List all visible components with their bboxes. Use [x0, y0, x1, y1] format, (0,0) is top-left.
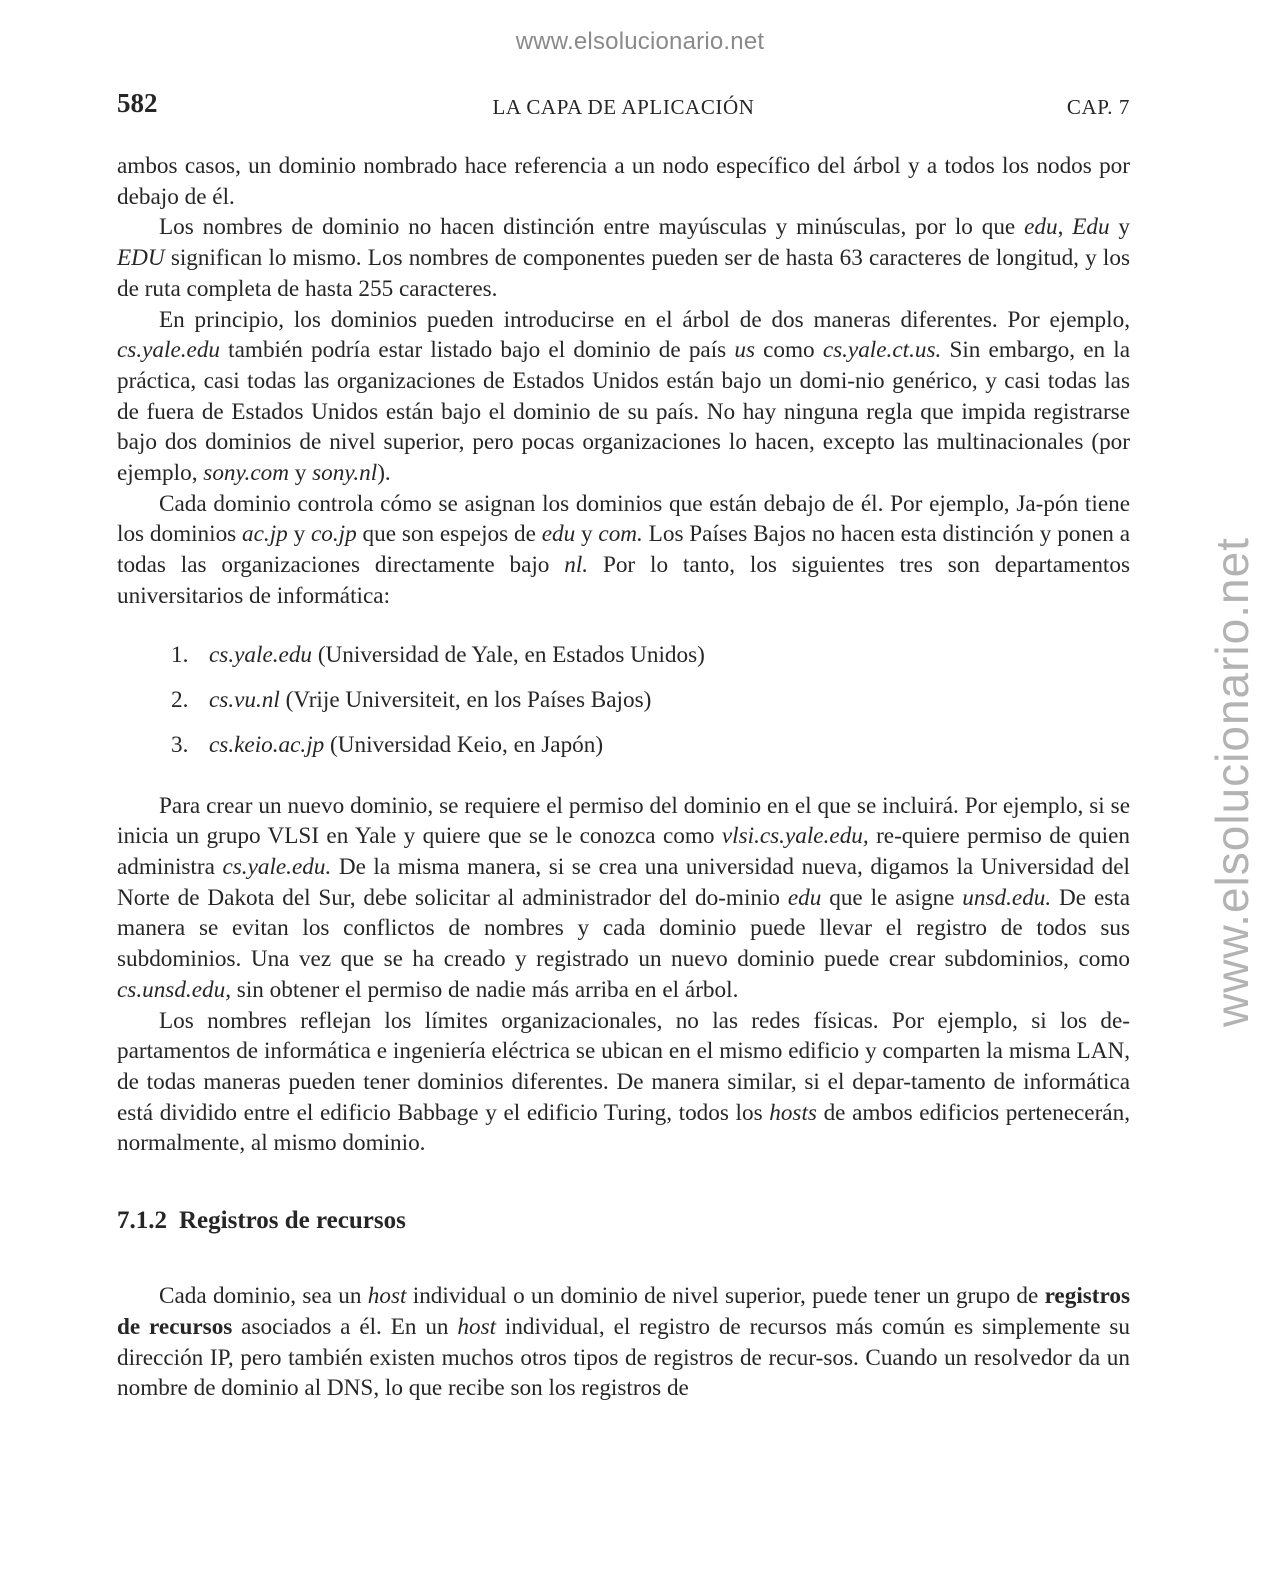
text: De esta manera se evitan los conflictos de nombres y cada dominio puede llevar el registro de todos sus subdominios. Una vez que se ha creado y registrado un nuevo dominio puede crear subdominios, como — [117, 884, 1131, 973]
paragraph-7 — [117, 1281, 1130, 1404]
text: individual, el registro de recursos más común es simplemente su dirección IP, pero también existen muchos otros tipos de registros de recur-sos. Cuando un resolvedor da un nombre de dominio al DNS, lo que recibe son los registros de — [117, 1313, 1130, 1402]
section-title: Registros de recursos — [179, 1207, 406, 1235]
text: De la misma manera, si se crea una universidad nueva, digamos la Universidad del Norte de Dakota del Sur, debe solicitar al administrador del do-minio — [117, 854, 1130, 911]
italic-term: edu — [787, 884, 822, 911]
text: re-quiere permiso de quien administra — [117, 823, 1130, 881]
list-number: 3. — [171, 731, 189, 758]
text: y — [287, 521, 311, 548]
italic-term: com. — [598, 521, 643, 548]
italic-term: cs.yale.edu — [117, 337, 221, 364]
text: Por lo tanto, los siguientes tres son departamentos universitarios de informática: — [117, 552, 1130, 609]
text: , — [1057, 214, 1073, 241]
list-domain: cs.vu.nl — [209, 686, 280, 713]
watermark-top: www.elsolucionario.net — [515, 28, 765, 55]
section-number: 7.1.2 — [117, 1207, 167, 1235]
text: Cada dominio, sea un — [159, 1283, 368, 1310]
italic-term: co.jp — [311, 521, 357, 548]
text: En principio, los dominios pueden introducirse en el árbol de dos maneras diferentes. Por ejemplo, — [159, 306, 1130, 333]
text: ambos casos, un dominio nombrado hace referencia a un nodo específico del árbol y a todos los nodos por debajo de él. — [117, 153, 1130, 210]
text: Los Países Bajos no hacen esta distinción y ponen a todas las organizaciones directamente bajo — [117, 521, 1130, 579]
page-number: 582 — [117, 88, 158, 118]
text: Los nombres de dominio no hacen distinción entre mayúsculas y minúsculas, por lo que — [159, 214, 1025, 241]
italic-term: sony.nl — [312, 460, 378, 487]
text: asociados a él. En un — [232, 1313, 458, 1340]
italic-term: sony.com — [203, 460, 289, 487]
text: Para crear un nuevo dominio, se requiere el permiso del dominio en el que se incluirá. Por ejemplo, si se inicia un grupo VLSI en Yale y quiere que se le conozca como — [117, 792, 1130, 850]
text: también podría estar listado bajo el dominio de país — [220, 337, 735, 364]
italic-term: EDU — [117, 245, 165, 272]
text: y — [288, 460, 313, 487]
italic-term: edu — [541, 521, 576, 548]
chapter-label: CAP. 7 — [1066, 95, 1130, 119]
text: individual o un dominio de nivel superior, puede tener un grupo de — [406, 1283, 1045, 1310]
paragraph-4 — [117, 489, 1130, 612]
italic-term: cs.yale.ct.us. — [822, 337, 942, 364]
italic-term: vlsi.cs.yale.edu, — [721, 823, 869, 850]
text: Sin embargo, en la práctica, casi todas las organizaciones de Estados Unidos están bajo un domi-nio genérico, y casi todas las de fuera de Estados Unidos están bajo el dominio de su país. No hay ninguna regla que impida registrarse bajo dos dominios de nivel superior, pero pocas organizaciones lo hacen, excepto las multinacionales (por ejemplo, — [117, 337, 1130, 487]
domain-example-list — [171, 640, 1130, 761]
italic-term: cs.unsd.edu, — [117, 976, 231, 1003]
text: ). — [377, 460, 391, 487]
list-domain: cs.yale.edu — [209, 641, 313, 668]
list-number: 1. — [171, 641, 189, 668]
italic-term: host — [367, 1283, 407, 1310]
paragraph-3 — [117, 305, 1130, 489]
paragraph-6 — [117, 1006, 1130, 1160]
page-body — [117, 151, 1130, 1404]
paragraph-5 — [117, 791, 1130, 1006]
text: que le asigne — [821, 884, 963, 911]
italic-term: nl. — [564, 552, 589, 579]
paragraph-1 — [117, 151, 1130, 212]
list-item — [171, 685, 1130, 716]
text: y — [575, 521, 599, 548]
paragraph-2 — [117, 212, 1130, 304]
list-description: (Vrije Universiteit, en los Países Bajos) — [279, 686, 652, 713]
text: significan lo mismo. Los nombres de componentes pueden ser de hasta 63 caracteres de longitud, y los de ruta completa de hasta 255 caracteres. — [117, 245, 1130, 302]
italic-term: hosts — [769, 1099, 817, 1126]
list-item — [171, 640, 1130, 671]
running-header — [117, 88, 1130, 124]
text: y — [1109, 214, 1131, 241]
bold-term: registros de recursos — [117, 1283, 1130, 1340]
list-item — [171, 730, 1130, 761]
italic-term: Edu — [1072, 214, 1110, 241]
list-domain: cs.keio.ac.jp — [209, 731, 325, 758]
list-description: (Universidad de Yale, en Estados Unidos) — [312, 641, 705, 668]
text: que son espejos de — [356, 521, 542, 548]
chapter-title: LA CAPA DE APLICACIÓN — [492, 95, 755, 119]
watermark-side: www.elsolucionario.net — [1206, 537, 1258, 1027]
text: Cada dominio controla cómo se asignan los dominios que están debajo de él. Por ejemplo, Ja-pón tiene los dominios — [117, 490, 1130, 548]
text: sin obtener el permiso de nadie más arriba en el árbol. — [231, 976, 739, 1003]
list-description: (Universidad Keio, en Japón) — [324, 731, 604, 758]
italic-term: ac.jp — [242, 521, 288, 548]
text: Los nombres reflejan los límites organizacionales, no las redes físicas. Por ejemplo, si los de-partamentos de informática e ingeniería eléctrica se ubican en el mismo edificio y comparten la misma LAN, de todas maneras pueden tener dominios diferentes. De manera similar, si el depar-tamento de informática está dividido entre el edificio Babbage y el edificio Turing, todos los — [117, 1007, 1130, 1126]
text: como — [754, 337, 823, 364]
italic-term: host — [457, 1313, 497, 1340]
section-heading — [117, 1205, 1130, 1237]
list-number: 2. — [171, 686, 189, 713]
text: de ambos edificios pertenecerán, normalmente, al mismo dominio. — [117, 1099, 1130, 1157]
italic-term: edu — [1024, 214, 1058, 241]
italic-term: us — [734, 337, 755, 364]
italic-term: unsd.edu. — [962, 884, 1052, 911]
italic-term: cs.yale.edu. — [222, 854, 332, 881]
